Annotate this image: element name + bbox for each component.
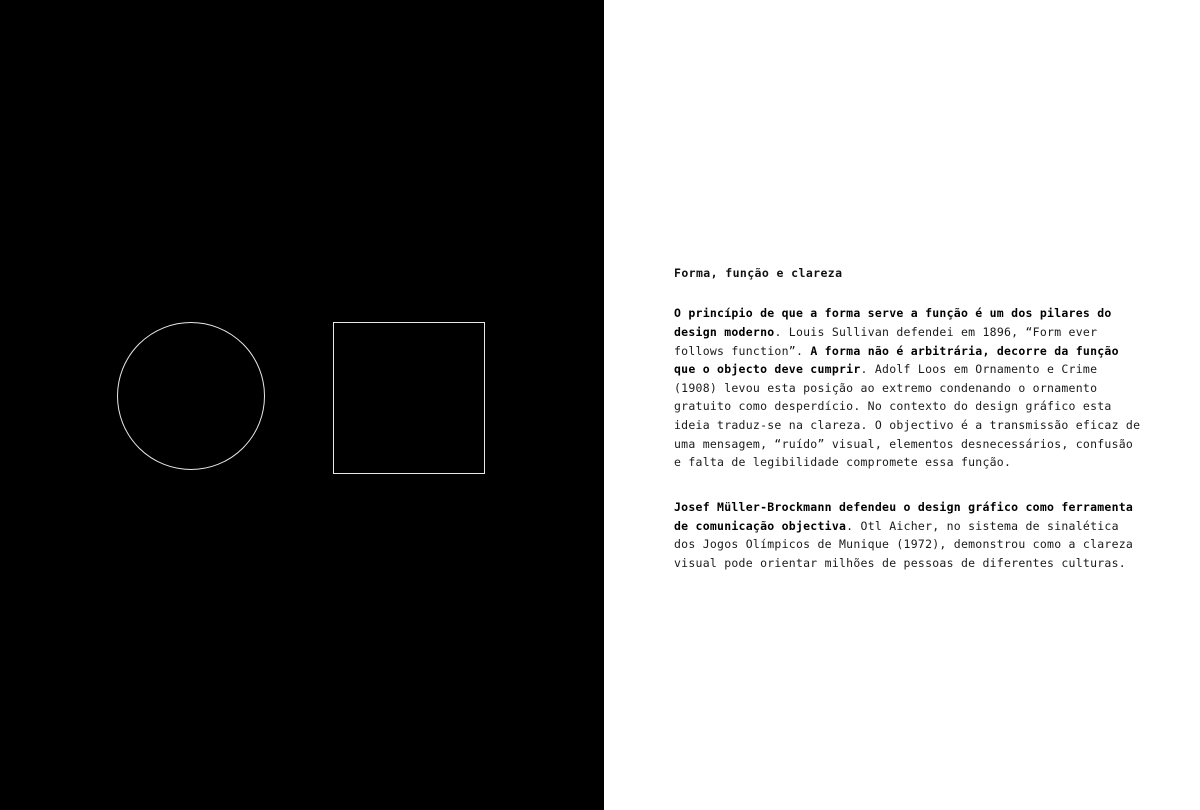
- text-panel: [604, 0, 1200, 810]
- article-paragraph-2: [674, 498, 1144, 573]
- paragraph-1-bold-1: O princípio de que a forma serve a função é um dos pilares do design moderno: [674, 306, 1119, 339]
- paragraph-1-bold-2: A forma não é arbitrária, decorre da função que o objecto deve cumprir: [674, 343, 1126, 377]
- article-paragraph-1: [674, 304, 1148, 472]
- circle-outline-icon: [117, 322, 265, 470]
- square-outline-icon: [333, 322, 485, 474]
- paragraph-2-bold-1: Josef Müller-Brockmann defendeu o design gráfico como ferramenta de comunicação objectiva: [674, 499, 1141, 533]
- paragraph-2-normal-1: . Otl Aicher, no sistema de sinalética dos Jogos Olímpicos de Munique (1972), demonstrou como a clareza visual pode orientar milhões de pessoas de diferentes culturas.: [674, 518, 1141, 570]
- paragraph-1-normal-1: . Louis Sullivan defendei em 1896, “Form ever follows function”.: [674, 324, 1105, 358]
- paragraph-1-normal-2: . Adolf Loos em Ornamento e Crime (1908) levou esta posição ao extremo condenando o ornamento gratuito como desperdício. No contexto do design gráfico esta ideia traduz-se na clareza. O objectivo é a transmissão eficaz de uma mensagem, “ruído” visual, elementos desnecessários, confusão e falta de legibilidade compromete essa função.: [674, 362, 1148, 470]
- article-body: [674, 265, 1148, 572]
- article-heading: Forma, função e clareza: [674, 266, 843, 280]
